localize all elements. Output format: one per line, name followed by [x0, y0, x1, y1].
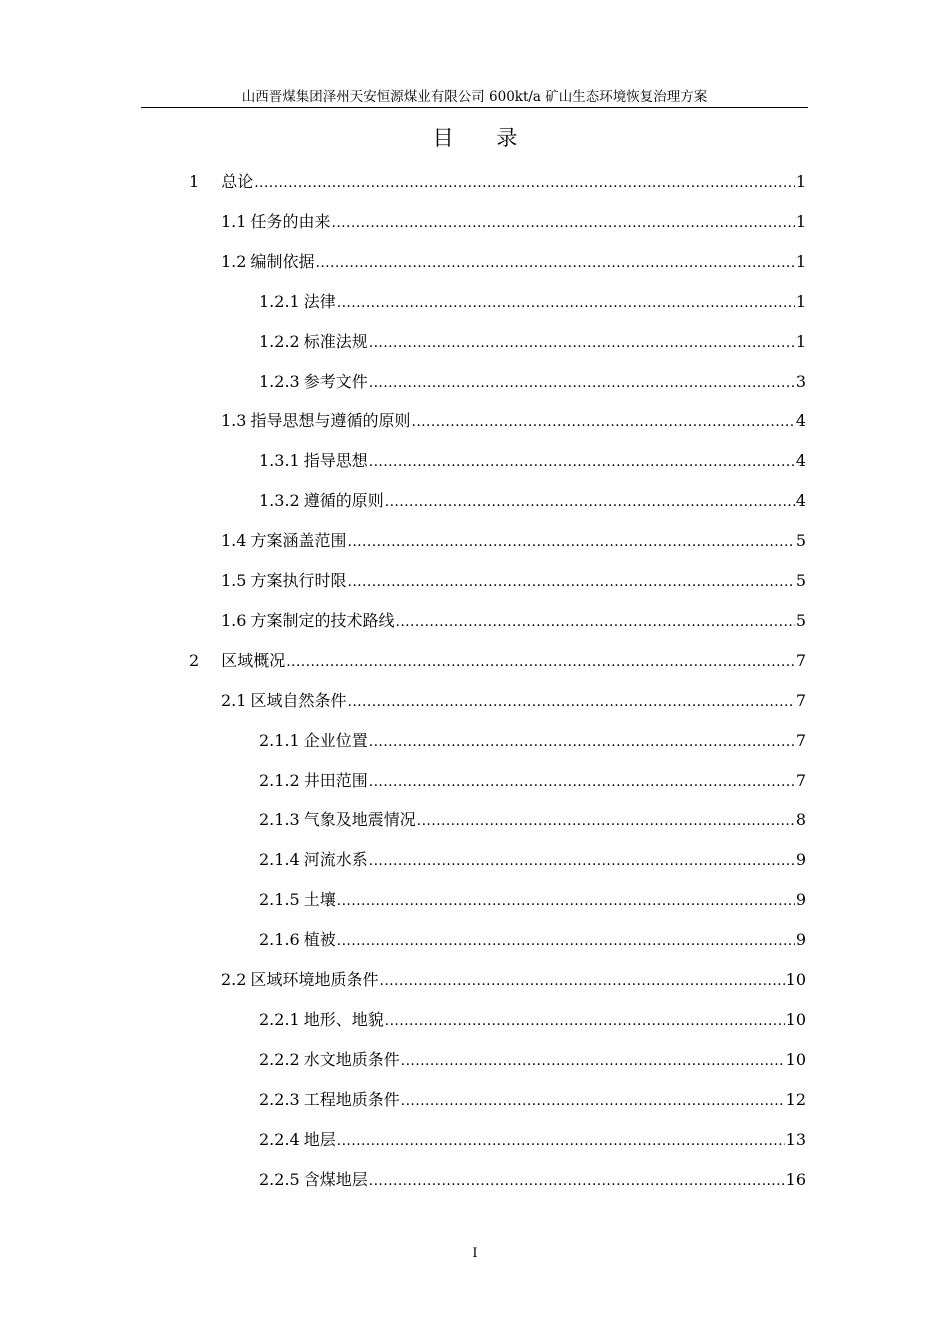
- toc-entry-label: 植被: [303, 930, 336, 950]
- toc-dot-leader: [347, 531, 794, 551]
- toc-entry-label: 指导思想: [303, 451, 368, 471]
- toc-entry-number: 2.1.3: [259, 810, 300, 830]
- toc-dot-leader: [411, 411, 794, 431]
- toc-entry-number: 1.2.2: [259, 331, 300, 351]
- toc-entry-page: 1: [795, 331, 806, 351]
- toc-entry-label: 水文地质条件: [303, 1049, 400, 1069]
- toc-dot-leader: [315, 252, 794, 272]
- toc-dot-leader: [337, 890, 795, 910]
- toc-entry-page: 10: [785, 1009, 806, 1029]
- toc-entry[interactable]: [221, 687, 806, 711]
- toc-entry-page: 5: [795, 531, 806, 551]
- toc-entry[interactable]: [189, 647, 806, 671]
- toc-entry-number: 2.1: [221, 690, 247, 710]
- toc-entry-number: 2.1.1: [259, 730, 300, 750]
- toc-entry-number: 1.3.2: [259, 491, 300, 511]
- toc-entry[interactable]: [259, 926, 806, 950]
- toc-entry-label: 区域自然条件: [250, 690, 347, 710]
- toc-entry-page: 13: [785, 1129, 806, 1149]
- toc-entry[interactable]: [259, 846, 806, 870]
- toc-dot-leader: [337, 1130, 785, 1150]
- toc-entry-number: 2.1.5: [259, 890, 300, 910]
- toc-dot-leader: [347, 691, 794, 711]
- toc-entry-page: 5: [795, 610, 806, 630]
- toc-entry-number: 2.2.4: [259, 1129, 300, 1149]
- toc-entry[interactable]: [221, 567, 806, 591]
- toc-entry[interactable]: [259, 368, 806, 392]
- toc-entry-number: 1.4: [221, 531, 247, 551]
- toc-entry[interactable]: [221, 607, 806, 631]
- toc-entry[interactable]: [189, 168, 806, 192]
- toc-entry[interactable]: [221, 248, 806, 272]
- toc-entry-page: 9: [795, 890, 806, 910]
- toc-entry-number: 2.2.5: [259, 1169, 300, 1189]
- toc-entry-label: 地形、地貌: [303, 1009, 384, 1029]
- toc-entry[interactable]: [259, 1166, 806, 1190]
- toc-entry-number: 2.1.6: [259, 930, 300, 950]
- toc-entry-page: 5: [795, 571, 806, 590]
- toc-dot-leader: [331, 212, 794, 232]
- toc-entry[interactable]: [259, 328, 806, 352]
- toc-entry-label: 指导思想与遵循的原则: [250, 411, 411, 431]
- toc-entry-label: 遵循的原则: [303, 491, 384, 511]
- toc-entry-label: 区域概况: [221, 650, 286, 670]
- toc-entry-page: 4: [795, 491, 806, 511]
- toc-entry[interactable]: [259, 1086, 806, 1110]
- toc-entry-label: 总论: [221, 172, 254, 191]
- toc-entry-label: 工程地质条件: [303, 1089, 400, 1109]
- toc-entry-number: 1.3.1: [259, 451, 300, 471]
- toc-entry[interactable]: [259, 806, 806, 830]
- toc-entry[interactable]: [259, 447, 806, 471]
- page-number: I: [472, 1246, 478, 1261]
- toc-entry[interactable]: [221, 208, 806, 232]
- toc-entry-label: 企业位置: [303, 730, 368, 750]
- toc-dot-leader: [385, 491, 795, 511]
- toc-entry-label: 气象及地震情况: [303, 810, 416, 830]
- toc-entry-label: 河流水系: [303, 850, 368, 870]
- toc-entry-label: 土壤: [303, 890, 336, 910]
- toc-entry-page: 1: [795, 291, 806, 311]
- toc-entry-label: 方案执行时限: [250, 571, 347, 590]
- toc-entry-label: 地层: [303, 1129, 336, 1149]
- toc-dot-leader: [369, 332, 795, 352]
- toc-entry[interactable]: [221, 407, 806, 431]
- toc-entry-label: 方案涵盖范围: [250, 531, 347, 551]
- toc-entry-number: 2.2.3: [259, 1089, 300, 1109]
- toc-entry-number: 1.2: [221, 251, 247, 271]
- toc-entry-page: 4: [795, 411, 806, 431]
- toc-entry-page: 3: [795, 371, 806, 391]
- toc-entry-page: 16: [785, 1169, 806, 1189]
- toc-dot-leader: [369, 731, 795, 751]
- page-header: 山西晋煤集团泽州天安恒源煤业有限公司 600kt/a 矿山生态环境恢复治理方案: [241, 89, 708, 105]
- toc-entry[interactable]: [259, 886, 806, 910]
- toc-dot-leader: [337, 930, 795, 950]
- toc-title: 目 录: [432, 126, 536, 150]
- toc-dot-leader: [395, 611, 794, 631]
- toc-entry-page: 1: [795, 211, 806, 231]
- toc-entry-page: 12: [785, 1089, 806, 1109]
- toc-entry-number: 1.3: [221, 411, 247, 431]
- toc-entry-label: 含煤地层: [303, 1169, 368, 1189]
- toc-dot-leader: [286, 651, 795, 671]
- toc-entry-number: 1.2.3: [259, 371, 300, 391]
- toc-entry-page: 7: [795, 770, 806, 790]
- toc-entry-page: 10: [785, 1049, 806, 1069]
- toc-entry[interactable]: [221, 527, 806, 551]
- toc-entry-page: 1: [795, 251, 806, 271]
- toc-entry-page: 4: [795, 451, 806, 471]
- toc-entry[interactable]: [259, 1006, 806, 1030]
- toc-entry-page: 7: [795, 730, 806, 750]
- toc-entry-label: 法律: [303, 291, 336, 311]
- toc-dot-leader: [369, 850, 795, 870]
- toc-entry[interactable]: [259, 1046, 806, 1070]
- toc-dot-leader: [337, 292, 795, 312]
- toc-entry-page: 9: [795, 930, 806, 950]
- toc-entry[interactable]: [259, 1126, 806, 1150]
- toc-entry-label: 标准法规: [303, 331, 368, 351]
- toc-entry[interactable]: [259, 727, 806, 751]
- toc-dot-leader: [347, 571, 794, 591]
- toc-dot-leader: [417, 810, 795, 830]
- toc-entry-label: 区域环境地质条件: [250, 970, 379, 989]
- toc-dot-leader: [369, 771, 795, 791]
- toc-entry-label: 参考文件: [303, 371, 368, 391]
- toc-entry[interactable]: [259, 487, 806, 511]
- toc-entry-page: 9: [795, 850, 806, 870]
- toc-entry[interactable]: [221, 966, 806, 990]
- toc-entry[interactable]: [259, 767, 806, 791]
- toc-dot-leader: [379, 970, 784, 990]
- toc-entry-number: 2.2.1: [259, 1009, 300, 1029]
- toc-entry-number: 1.5: [221, 571, 247, 590]
- toc-entry-label: 方案制定的技术路线: [250, 610, 395, 630]
- toc-entry-page: 7: [795, 650, 806, 670]
- toc-entry-number: 2: [189, 650, 200, 670]
- toc-entry-page: 1: [795, 172, 806, 191]
- toc-dot-leader: [369, 451, 795, 471]
- toc-dot-leader: [369, 372, 795, 392]
- toc-entry-number: 1.1: [221, 211, 247, 231]
- toc-dot-leader: [254, 172, 795, 192]
- toc-entry-page: 7: [795, 690, 806, 710]
- toc-entry-number: 1.2.1: [259, 291, 300, 311]
- toc-entry-page: 10: [785, 970, 806, 989]
- toc-entry-label: 井田范围: [303, 770, 368, 790]
- toc-dot-leader: [401, 1090, 785, 1110]
- toc-entry[interactable]: [259, 288, 806, 312]
- toc-entry-number: 2.2: [221, 970, 247, 989]
- toc-entry-number: 2.1.2: [259, 770, 300, 790]
- toc-entry-label: 编制依据: [250, 251, 315, 271]
- toc-entry-page: 8: [795, 810, 806, 830]
- toc-dot-leader: [401, 1050, 785, 1070]
- toc-entry-number: 2.2.2: [259, 1049, 300, 1069]
- toc-entry-number: 1: [189, 172, 200, 191]
- toc-entry-number: 2.1.4: [259, 850, 300, 870]
- toc-entry-number: 1.6: [221, 610, 247, 630]
- toc-dot-leader: [369, 1170, 785, 1190]
- toc-entry-label: 任务的由来: [250, 211, 331, 231]
- toc-dot-leader: [385, 1010, 785, 1030]
